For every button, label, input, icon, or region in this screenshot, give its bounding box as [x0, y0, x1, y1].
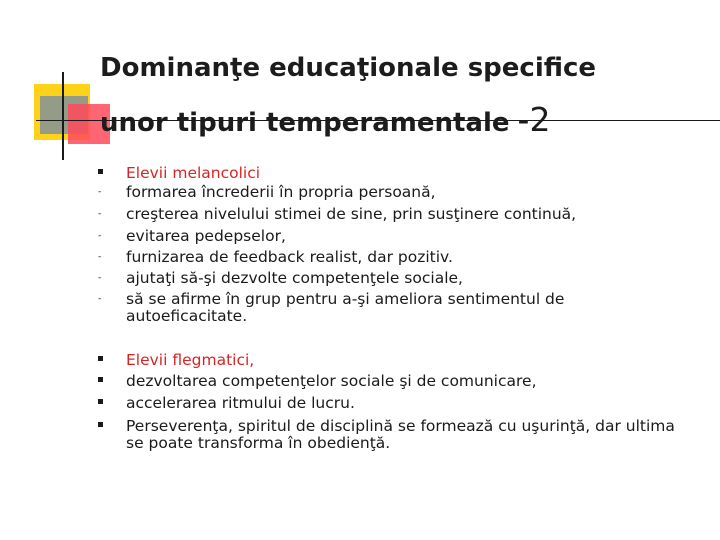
square-bullet-icon [98, 165, 112, 181]
dash-marker: - [98, 209, 102, 219]
list-item-text: se poate transforma în obedienţă. [126, 434, 391, 452]
list-item-text: creşterea nivelului stimei de sine, prin susţinere continuă, [126, 205, 577, 223]
title-line-2 [100, 94, 710, 149]
slide-title [100, 42, 710, 149]
title-suffix: -2 [517, 100, 551, 139]
list-item-text: evitarea pedepselor, [126, 227, 286, 245]
list-item-text: Perseverenţa, spiritul de disciplină se formează cu uşurinţă, dar ultima [126, 417, 675, 435]
group2-heading: Elevii flegmatici, [126, 351, 255, 369]
dash-marker: - [98, 231, 102, 241]
title-line-1: Dominanţe educaţionale specifice [100, 53, 597, 83]
dash-marker: - [98, 273, 102, 283]
square-bullet-icon [98, 373, 112, 389]
list-item-text: dezvoltarea competenţelor sociale şi de comunicare, [126, 372, 537, 390]
list-item-text: furnizarea de feedback realist, dar pozitiv. [126, 248, 453, 266]
decor-vertical-line [62, 72, 64, 160]
dash-marker: - [98, 294, 102, 304]
dash-marker: - [98, 252, 102, 262]
list-item-text: accelerarea ritmului de lucru. [126, 394, 355, 412]
list-item-text: formarea încrederii în propria persoană, [126, 183, 436, 201]
square-bullet-icon [98, 352, 112, 368]
dash-marker: - [98, 187, 102, 197]
list-item-text: autoeficacitate. [126, 307, 248, 325]
square-bullet-icon [98, 418, 112, 434]
square-bullet-icon [98, 395, 112, 411]
group1-heading: Elevii melancolici [126, 164, 261, 182]
list-item-text: ajutaţi să-şi dezvolte competenţele sociale, [126, 269, 463, 287]
title-line-2-text: unor tipuri temperamentale [100, 108, 510, 138]
list-item-text: să se afirme în grup pentru a-şi ameliora sentimentul de [126, 290, 565, 308]
